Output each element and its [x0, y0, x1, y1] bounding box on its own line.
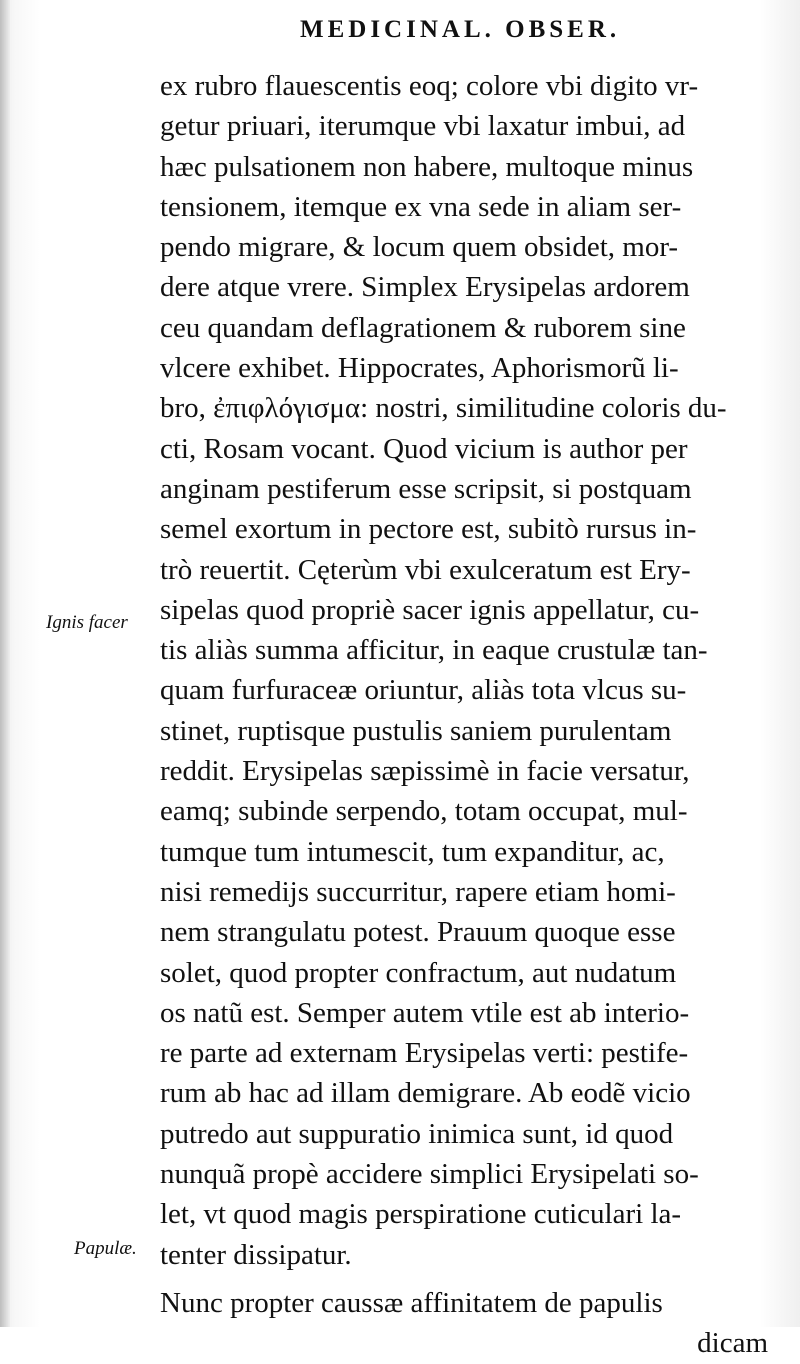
text-line: anginam pestiferum esse scripsit, si postquam: [160, 472, 692, 505]
text-line: ceu quandam deflagrationem & ruborem sine: [160, 311, 686, 344]
margin-note-ignis-facer: Ignis facer: [46, 612, 128, 633]
body-text: [160, 66, 772, 1364]
text-line: tenter dissipatur.: [160, 1238, 352, 1271]
text-line: pendo migrare, & locum quem obsidet, mor-: [160, 231, 679, 264]
text-line: stinet, ruptisque pustulis saniem purulentam: [160, 714, 672, 747]
text-line: cti, Rosam vocant. Quod vicium is author per: [160, 432, 688, 465]
text-line: putredo aut suppuratio inimica sunt, id quod: [160, 1117, 674, 1150]
text-line: solet, quod propter confractum, aut nudatum: [160, 956, 677, 989]
text-line: sipelas quod propriè sacer ignis appellatur, cu-: [160, 593, 700, 626]
text-line: nisi remedijs succurritur, rapere etiam homi-: [160, 875, 676, 908]
text-line: re parte ad externam Erysipelas verti: pestife-: [160, 1037, 689, 1070]
text-line: quam furfuraceæ oriuntur, aliàs tota vlcus su-: [160, 674, 687, 707]
text-line: bro, ἐπιφλόγισμα: nostri, similitudine coloris du-: [160, 392, 727, 425]
text-line: trò reuertit. Cęterùm vbi exulceratum est Ery-: [160, 553, 691, 586]
text-line: vlcere exhibet. Hippocrates, Aphorismorũ li-: [160, 352, 679, 385]
text-line: getur priuari, iterumque vbi laxatur imbui, ad: [160, 110, 686, 143]
text-line: hæc pulsationem non habere, multoque minus: [160, 150, 694, 183]
page-gutter-shadow: [0, 0, 10, 1327]
text-line: nem strangulatu potest. Prauum quoque esse: [160, 916, 676, 949]
text-line: Nunc propter caussæ affinitatem de papulis: [160, 1286, 663, 1319]
text-line: let, vt quod magis perspiratione cuticulari la-: [160, 1198, 682, 1231]
catchword: dicam: [697, 1327, 768, 1360]
text-line: dere atque vrere. Simplex Erysipelas ardorem: [160, 271, 690, 304]
running-head: MEDICINAL. OBSER.: [300, 16, 621, 43]
text-line: tis aliàs summa afficitur, in eaque crustulæ tan-: [160, 634, 708, 667]
text-line: nunquã propè accidere simplici Erysipelati so-: [160, 1158, 699, 1191]
text-line: ex rubro flauescentis eoq; colore vbi digito vr-: [160, 70, 699, 102]
text-line: eamq; subinde serpendo, totam occupat, mul-: [160, 795, 688, 828]
text-line: tumque tum intumescit, tum expanditur, ac,: [160, 835, 665, 868]
margin-note-papulae: Papulæ.: [74, 1238, 137, 1259]
text-line: reddit. Erysipelas sæpissimè in facie versatur,: [160, 755, 690, 788]
text-line: os natũ est. Semper autem vtile est ab interio-: [160, 996, 690, 1029]
text-line: rum ab hac ad illam demigrare. Ab eodẽ vicio: [160, 1077, 691, 1110]
text-line: tensionem, itemque ex vna sede in aliam ser-: [160, 190, 682, 223]
text-line: semel exortum in pectore est, subitò rursus in-: [160, 513, 697, 546]
